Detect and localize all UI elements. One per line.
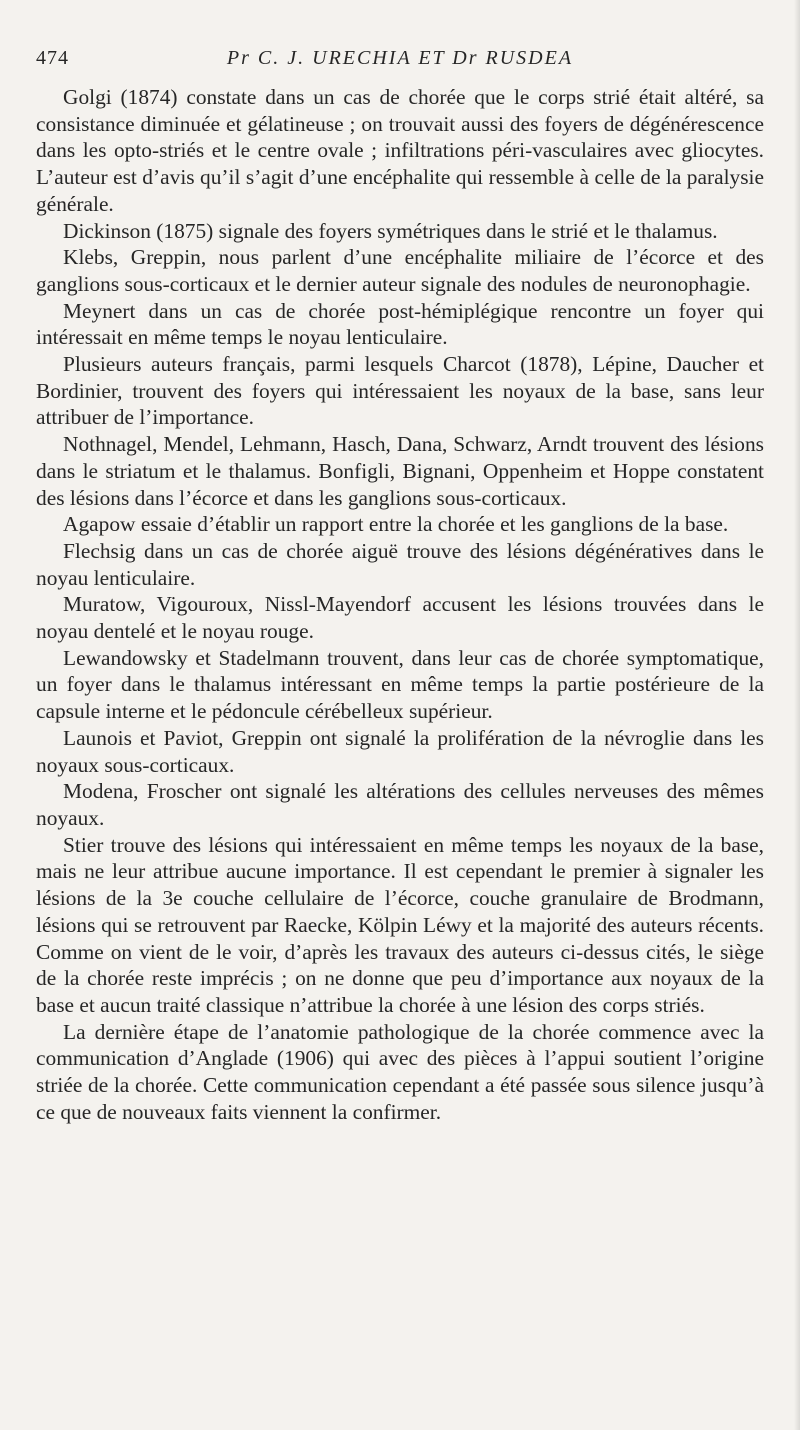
paragraph-klebs: Klebs, Greppin, nous parlent d’une encéphalite miliaire de l’écorce et des ganglions sous-corticaux et le dernier auteur signale des nodules de neuronophagie. <box>36 245 764 296</box>
paragraph-agapow: Agapow essaie d’établir un rapport entre la chorée et les ganglions de la base. <box>63 512 729 537</box>
page-edge-shadow <box>794 0 800 1430</box>
paragraph-dickinson: Dickinson (1875) signale des foyers symétriques dans le strié et le thalamus. <box>63 218 718 243</box>
paragraph-nothnagel: Nothnagel, Mendel, Lehmann, Hasch, Dana, Schwarz, Arndt trouvent des lésions dans le striatum et le thalamus. Bonfigli, Bignani, Oppenheim et Hoppe constatent des lésions dans l’écorce et dans les ganglions sous-corticaux. <box>36 432 764 510</box>
paragraph-auteurs-francais: Plusieurs auteurs français, parmi lesquels Charcot (1878), Lépine, Daucher et Bordinier, trouvent des foyers qui intéressaient les noyaux de la base, sans leur attribuer de l’importance. <box>36 352 764 430</box>
body-text <box>36 84 764 1125</box>
paragraph-golgi: Golgi (1874) constate dans un cas de chorée que le corps strié était altéré, sa consistance diminuée et gélatineuse ; on trouvait aussi des foyers de dégénérescence dans les opto-striés et le centre ovale ; infiltrations péri-vasculaires avec gliocytes. L’auteur est d’avis qu’il s’agit d’une encéphalite qui ressemble à celle de la paralysie générale. <box>36 85 764 216</box>
paragraph-flechsig: Flechsig dans un cas de chorée aiguë trouve des lésions dégénératives dans le noyau lenticulaire. <box>36 538 764 590</box>
running-title: Pr C. J. URECHIA ET Dr RUSDEA <box>226 47 574 69</box>
running-head <box>36 44 764 72</box>
page-number: 474 <box>36 47 69 69</box>
paragraph-anglade: La dernière étape de l’anatomie pathologique de la chorée commence avec la communication d’Anglade (1906) qui avec des pièces à l’appui soutient l’origine striée de la chorée. Cette communication cependant a été passée sous silence jusqu’à ce que de nouveaux faits viennent la confirmer. <box>36 1019 764 1124</box>
paragraph-launois: Launois et Paviot, Greppin ont signalé la prolifération de la névroglie dans les noyaux sous-corticaux. <box>36 725 764 777</box>
paragraph-meynert: Meynert dans un cas de chorée post-hémiplégique rencontre un foyer qui intéressait en même temps le noyau lenticulaire. <box>36 298 764 350</box>
paragraph-modena: Modena, Froscher ont signalé les altérations des cellules nerveuses des mêmes noyaux. <box>36 779 764 830</box>
paragraph-lewandowsky: Lewandowsky et Stadelmann trouvent, dans leur cas de chorée symptomatique, un foyer dans le thalamus intéressant en même temps la partie postérieure de la capsule interne et le pédoncule cérébelleux supérieur. <box>36 645 764 724</box>
paragraph-muratow: Muratow, Vigouroux, Nissl-Mayendorf accusent les lésions trouvées dans le noyau dentelé et le noyau rouge. <box>36 592 764 644</box>
paragraph-stier: Stier trouve des lésions qui intéressaient en même temps les noyaux de la base, mais ne leur attribue aucune importance. Il est cependant le premier à signaler les lésions de la 3e couche cellulaire de l’écorce, couche granulaire de Brodmann, lésions qui se retrouvent par Raecke, Kölpin Léwy et la majorité des auteurs récents. Comme on vient de le voir, d’après les travaux des auteurs ci-dessus cités, le siège de la chorée reste imprécis ; on ne donne que peu d’importance aux noyaux de la base et aucun traité classique n’attribue la chorée à une lésion des corps striés. <box>36 832 764 1017</box>
